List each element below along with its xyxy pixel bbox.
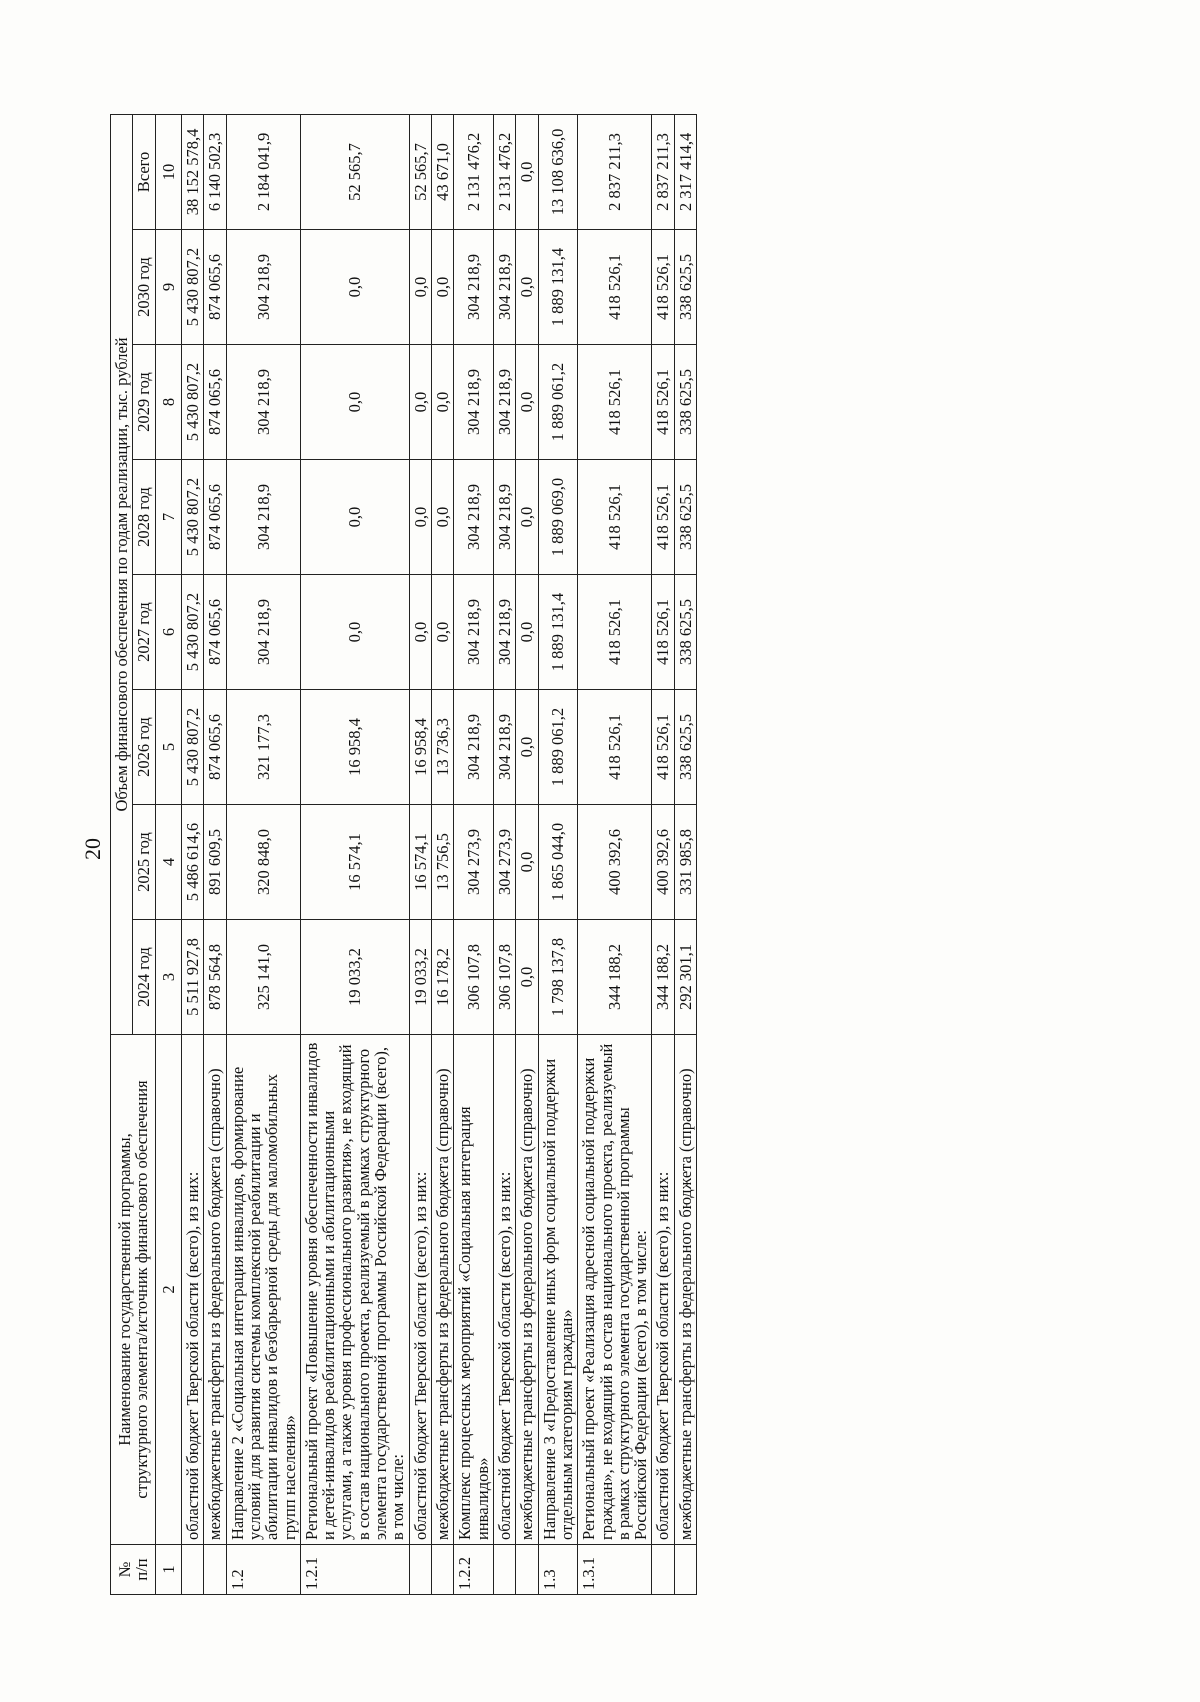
row-total-value: 2 184 041,9 <box>226 114 300 229</box>
row-name: Региональный проект «Повышение уровня обеспеченности инвалидов и детей-инвалидов реабилитационными и абилитационными услугами, а также уровня профессионального развития», не входящий в состав национального проекта, реализуемый в рамках структурного элемента государственной программы Российской Федерации (всего), в том числе: <box>300 1035 409 1545</box>
row-year-value: 304 218,9 <box>493 690 515 805</box>
row-total-value: 2 317 414,4 <box>674 114 696 229</box>
row-total-value: 52 565,7 <box>409 114 431 229</box>
row-year-value: 16 574,1 <box>300 805 409 920</box>
row-year-value: 418 526,1 <box>578 575 652 690</box>
row-total-value: 2 837 211,3 <box>652 114 674 229</box>
row-year-value: 5 430 807,2 <box>181 230 203 345</box>
row-number: 1.2.2 <box>454 1545 494 1595</box>
row-year-value: 418 526,1 <box>652 690 674 805</box>
row-name: межбюджетные трансферты из федерального бюджета (справочно) <box>674 1035 696 1545</box>
row-year-value: 874 065,6 <box>204 575 226 690</box>
row-year-value: 304 218,9 <box>454 690 494 805</box>
row-number <box>652 1545 674 1595</box>
row-year-value: 1 889 131,4 <box>538 230 578 345</box>
row-year-value: 874 065,6 <box>204 460 226 575</box>
row-year-value: 0,0 <box>516 805 538 920</box>
row-year-value: 0,0 <box>432 460 454 575</box>
row-year-value: 304 218,9 <box>493 345 515 460</box>
table-row <box>538 114 578 1594</box>
row-name: областной бюджет Тверской области (всего), из них: <box>181 1035 203 1545</box>
row-year-value: 0,0 <box>516 920 538 1035</box>
row-year-value: 325 141,0 <box>226 920 300 1035</box>
row-name: областной бюджет Тверской области (всего), из них: <box>652 1035 674 1545</box>
row-year-value: 304 218,9 <box>493 460 515 575</box>
column-index-row <box>155 114 181 1594</box>
row-year-value: 16 958,4 <box>409 690 431 805</box>
row-year-value: 418 526,1 <box>652 575 674 690</box>
column-index: 6 <box>155 575 181 690</box>
row-year-value: 0,0 <box>409 230 431 345</box>
row-year-value: 5 486 614,6 <box>181 805 203 920</box>
column-index: 8 <box>155 345 181 460</box>
row-year-value: 0,0 <box>516 575 538 690</box>
column-index: 1 <box>155 1545 181 1595</box>
row-year-value: 5 430 807,2 <box>181 575 203 690</box>
row-total-value: 52 565,7 <box>300 114 409 229</box>
row-year-value: 331 985,8 <box>674 805 696 920</box>
column-index: 10 <box>155 114 181 229</box>
row-number <box>432 1545 454 1595</box>
row-year-value: 878 564,8 <box>204 920 226 1035</box>
row-name: областной бюджет Тверской области (всего), из них: <box>493 1035 515 1545</box>
header-year: 2025 год <box>133 805 155 920</box>
row-year-value: 1 889 131,4 <box>538 575 578 690</box>
row-year-value: 16 178,2 <box>432 920 454 1035</box>
row-year-value: 418 526,1 <box>578 345 652 460</box>
row-year-value: 19 033,2 <box>409 920 431 1035</box>
row-year-value: 304 218,9 <box>454 230 494 345</box>
row-year-value: 304 218,9 <box>493 230 515 345</box>
row-year-value: 338 625,5 <box>674 690 696 805</box>
row-year-value: 891 609,5 <box>204 805 226 920</box>
row-total-value: 13 108 636,0 <box>538 114 578 229</box>
row-year-value: 304 218,9 <box>226 575 300 690</box>
header-year: 2024 год <box>133 920 155 1035</box>
row-year-value: 320 848,0 <box>226 805 300 920</box>
page-number: 20 <box>80 838 105 860</box>
header-year: 2026 год <box>133 690 155 805</box>
row-number: 1.3.1 <box>578 1545 652 1595</box>
header-year: 2028 год <box>133 460 155 575</box>
table-row <box>226 114 300 1594</box>
header-total: Всего <box>133 114 155 229</box>
row-total-value: 6 140 502,3 <box>204 114 226 229</box>
table-row <box>454 114 494 1594</box>
table-row <box>493 114 515 1594</box>
row-year-value: 304 218,9 <box>454 345 494 460</box>
row-year-value: 400 392,6 <box>652 805 674 920</box>
row-year-value: 0,0 <box>516 345 538 460</box>
row-year-value: 5 430 807,2 <box>181 345 203 460</box>
row-year-value: 16 574,1 <box>409 805 431 920</box>
funding-table <box>110 114 697 1595</box>
row-year-value: 5 511 927,8 <box>181 920 203 1035</box>
rotated-table-container <box>110 115 1090 1595</box>
row-year-value: 304 218,9 <box>226 460 300 575</box>
column-index: 7 <box>155 460 181 575</box>
table-row <box>516 114 538 1594</box>
row-year-value: 418 526,1 <box>652 345 674 460</box>
row-year-value: 400 392,6 <box>578 805 652 920</box>
row-year-value: 304 273,9 <box>454 805 494 920</box>
row-year-value: 5 430 807,2 <box>181 690 203 805</box>
row-total-value: 2 131 476,2 <box>493 114 515 229</box>
row-name: межбюджетные трансферты из федерального бюджета (справочно) <box>432 1035 454 1545</box>
row-year-value: 304 218,9 <box>454 575 494 690</box>
row-number <box>409 1545 431 1595</box>
header-funding: Объем финансового обеспечения по годам реализации, тыс. рублей <box>111 114 133 1034</box>
row-year-value: 0,0 <box>516 690 538 805</box>
row-year-value: 1 798 137,8 <box>538 920 578 1035</box>
table-row <box>652 114 674 1594</box>
row-year-value: 13 736,3 <box>432 690 454 805</box>
row-number <box>181 1545 203 1595</box>
row-year-value: 0,0 <box>409 460 431 575</box>
row-year-value: 0,0 <box>300 345 409 460</box>
row-year-value: 304 218,9 <box>226 345 300 460</box>
table-row <box>674 114 696 1594</box>
column-index: 4 <box>155 805 181 920</box>
row-year-value: 19 033,2 <box>300 920 409 1035</box>
table-row <box>300 114 409 1594</box>
row-year-value: 304 218,9 <box>454 460 494 575</box>
column-index: 9 <box>155 230 181 345</box>
row-year-value: 418 526,1 <box>578 690 652 805</box>
row-total-value: 38 152 578,4 <box>181 114 203 229</box>
column-index: 2 <box>155 1035 181 1545</box>
row-year-value: 0,0 <box>432 345 454 460</box>
row-year-value: 1 889 061,2 <box>538 345 578 460</box>
row-name: Комплекс процессных мероприятий «Социальная интеграция инвалидов» <box>454 1035 494 1545</box>
row-year-value: 874 065,6 <box>204 345 226 460</box>
row-year-value: 874 065,6 <box>204 690 226 805</box>
row-year-value: 306 107,8 <box>493 920 515 1035</box>
row-number <box>204 1545 226 1595</box>
column-index: 3 <box>155 920 181 1035</box>
row-year-value: 0,0 <box>432 230 454 345</box>
table-row <box>204 114 226 1594</box>
row-year-value: 338 625,5 <box>674 575 696 690</box>
row-year-value: 1 889 061,2 <box>538 690 578 805</box>
row-year-value: 418 526,1 <box>578 460 652 575</box>
row-year-value: 344 188,2 <box>652 920 674 1035</box>
row-year-value: 0,0 <box>516 460 538 575</box>
row-year-value: 0,0 <box>300 460 409 575</box>
row-number <box>493 1545 515 1595</box>
row-year-value: 418 526,1 <box>652 460 674 575</box>
row-year-value: 16 958,4 <box>300 690 409 805</box>
row-year-value: 418 526,1 <box>578 230 652 345</box>
row-year-value: 0,0 <box>516 230 538 345</box>
row-name: Региональный проект «Реализация адресной социальной поддержки граждан», не входящий в состав национального проекта, реализуемый в рамках структурного элемента государственной программы Российской Федерации (всего), в том числе: <box>578 1035 652 1545</box>
row-year-value: 1 865 044,0 <box>538 805 578 920</box>
row-year-value: 0,0 <box>409 345 431 460</box>
row-year-value: 1 889 069,0 <box>538 460 578 575</box>
row-year-value: 0,0 <box>432 575 454 690</box>
row-total-value: 43 671,0 <box>432 114 454 229</box>
row-name: межбюджетные трансферты из федерального бюджета (справочно) <box>516 1035 538 1545</box>
header-year: 2029 год <box>133 345 155 460</box>
row-year-value: 304 273,9 <box>493 805 515 920</box>
row-name: межбюджетные трансферты из федерального бюджета (справочно) <box>204 1035 226 1545</box>
table-row <box>578 114 652 1594</box>
row-number: 1.3 <box>538 1545 578 1595</box>
header-year: 2030 год <box>133 230 155 345</box>
row-year-value: 338 625,5 <box>674 230 696 345</box>
table-row <box>432 114 454 1594</box>
row-number <box>516 1545 538 1595</box>
row-number: 1.2.1 <box>300 1545 409 1595</box>
row-year-value: 321 177,3 <box>226 690 300 805</box>
row-year-value: 874 065,6 <box>204 230 226 345</box>
row-number <box>674 1545 696 1595</box>
row-total-value: 0,0 <box>516 114 538 229</box>
header-no: № п/п <box>111 1545 156 1595</box>
row-name: Направление 3 «Предоставление иных форм социальной поддержки отдельным категориям граждан» <box>538 1035 578 1545</box>
row-year-value: 13 756,5 <box>432 805 454 920</box>
row-year-value: 338 625,5 <box>674 345 696 460</box>
row-year-value: 0,0 <box>300 230 409 345</box>
row-total-value: 2 131 476,2 <box>454 114 494 229</box>
row-year-value: 304 218,9 <box>226 230 300 345</box>
row-name: областной бюджет Тверской области (всего), из них: <box>409 1035 431 1545</box>
row-year-value: 5 430 807,2 <box>181 460 203 575</box>
row-year-value: 306 107,8 <box>454 920 494 1035</box>
row-total-value: 2 837 211,3 <box>578 114 652 229</box>
row-year-value: 292 301,1 <box>674 920 696 1035</box>
row-year-value: 0,0 <box>409 575 431 690</box>
table-row <box>409 114 431 1594</box>
row-name: Направление 2 «Социальная интеграция инвалидов, формирование условий для развития системы комплексной реабилитации и абилитации инвалидов и безбарьерной среды для маломобильных групп населения» <box>226 1035 300 1545</box>
row-year-value: 304 218,9 <box>493 575 515 690</box>
row-year-value: 0,0 <box>300 575 409 690</box>
column-index: 5 <box>155 690 181 805</box>
table-row <box>181 114 203 1594</box>
row-year-value: 344 188,2 <box>578 920 652 1035</box>
row-year-value: 338 625,5 <box>674 460 696 575</box>
row-year-value: 418 526,1 <box>652 230 674 345</box>
header-year: 2027 год <box>133 575 155 690</box>
header-name: Наименование государственной программы, структурного элемента/источник финансового обеспечения <box>111 1035 156 1545</box>
row-number: 1.2 <box>226 1545 300 1595</box>
